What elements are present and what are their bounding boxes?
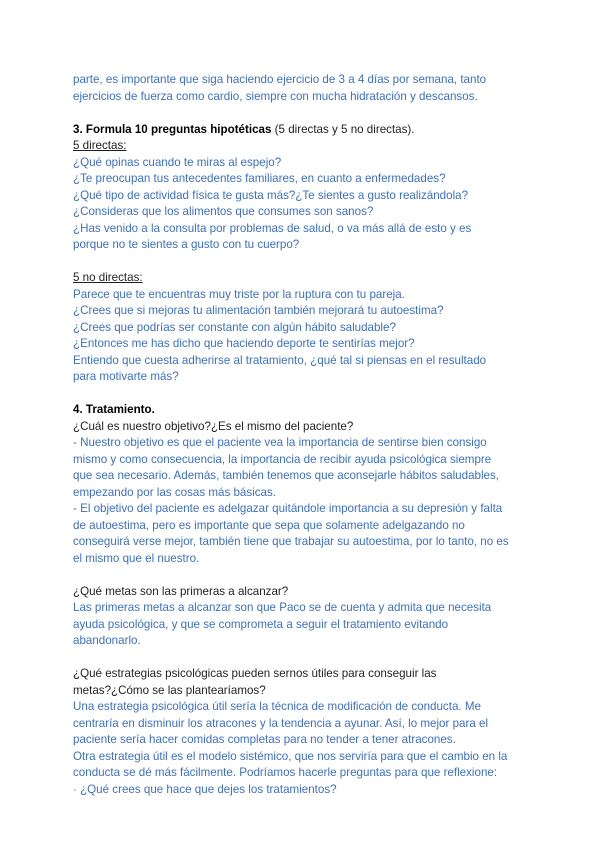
answer-goals — [73, 600, 531, 650]
answer-line: conseguirá verse mejor, también tiene que trabajar su autoestima, por lo tanto, no es — [73, 535, 509, 548]
text-line: ejercicios de fuerza como cardio, siempre con mucha hidratación y descansos. — [73, 89, 478, 103]
answer-line: que sea necesario. Además, también tenemos que aconsejarle hábitos saludables, — [73, 469, 500, 482]
question-strategies — [73, 666, 531, 699]
question-line: porque no te sientes a gusto con tu cuerpo? — [73, 238, 300, 251]
answer-line: · ¿Qué crees que hace que dejes los tratamientos? — [73, 782, 337, 796]
question-line: ¿Crees que si mejoras tu alimentación también mejorará tu autoestima? — [73, 304, 444, 317]
question-line: Parece que te encuentras muy triste por la ruptura con tu pareja. — [73, 287, 405, 301]
text-line: parte, es importante que siga haciendo ejercicio de 3 a 4 días por semana, tanto — [73, 73, 487, 86]
question-line: metas?¿Cómo se las plantearíamos? — [73, 683, 266, 697]
answer-line: conducta se dé más fácilmente. Podríamos hacerle preguntas para que reflexione: — [73, 766, 498, 779]
section-4 — [73, 402, 531, 798]
answer-line: Una estrategia psicológica útil sería la técnica de modificación de conducta. Me — [73, 700, 481, 713]
question-objective: ¿Cuál es nuestro objetivo?¿Es el mismo del paciente? — [73, 419, 354, 433]
section-3-title: 3. Formula 10 preguntas hipotéticas — [73, 122, 272, 136]
question-line: ¿Entonces me has dicho que haciendo deporte te sentirías mejor? — [73, 337, 415, 350]
answer-line: - El objetivo del paciente es adelgazar quitándole importancia a su depresión y falta — [73, 502, 503, 515]
indirect-questions-label: 5 no directas: — [73, 271, 143, 284]
answer-line: ayuda psicológica, y que se comprometa a seguir el tratamiento evitando — [73, 617, 449, 631]
answer-line: centraría en disminuir los atracones y la tendencia a ayunar. Así, lo mejor para el — [73, 716, 489, 730]
question-line: ¿Crees que podrías ser constante con algún hábito saludable? — [73, 320, 396, 334]
question-line: Entiendo que cuesta adherirse al tratamiento, ¿qué tal si piensas en el resultado — [73, 353, 487, 367]
question-goals: ¿Qué metas son las primeras a alcanzar? — [73, 584, 289, 598]
intro-paragraph — [73, 72, 531, 105]
question-line: ¿Te preocupan tus antecedentes familiares, en cuanto a enfermedades? — [73, 172, 446, 185]
direct-questions-list — [73, 155, 531, 254]
indirect-questions-list — [73, 287, 531, 386]
question-line: ¿Consideras que los alimentos que consumes son sanos? — [73, 205, 374, 218]
direct-questions-label: 5 directas: — [73, 139, 127, 152]
answer-line: Las primeras metas a alcanzar son que Paco se de cuenta y admita que necesita — [73, 601, 492, 614]
answer-line: abandonarlo. — [73, 634, 141, 647]
answer-line: el mismo que el nuestro. — [73, 551, 200, 565]
answer-line: - Nuestro objetivo es que el paciente vea la importancia de sentirse bien consigo — [73, 436, 487, 449]
answer-line: paciente sería hacer comidas completas para no tender a tener atracones. — [73, 733, 456, 746]
answer-line: empezando por las cosas más básicas. — [73, 485, 276, 499]
answer-objective — [73, 435, 531, 567]
section-3-heading — [73, 122, 531, 139]
section-3 — [73, 122, 531, 386]
question-line: ¿Qué tipo de actividad física te gusta más?¿Te sientes a gusto realizándola? — [73, 188, 469, 202]
section-4-heading — [73, 402, 531, 419]
document-body — [73, 72, 531, 798]
question-line: ¿Qué opinas cuando te miras al espejo? — [73, 155, 282, 169]
answer-line: de autoestima, pero es importante que sepa que solamente adelgazando no — [73, 518, 465, 532]
section-3-note: (5 directas y 5 no directas). — [271, 122, 415, 136]
section-4-title: 4. Tratamiento. — [73, 403, 155, 416]
answer-line: Otra estrategia útil es el modelo sistémico, que nos serviría para que el cambio en la — [73, 749, 508, 763]
question-line: ¿Qué estrategias psicológicas pueden sernos útiles para conseguir las — [73, 667, 437, 680]
answer-strategies — [73, 699, 531, 798]
question-line: ¿Has venido a la consulta por problemas de salud, o va más allá de esto y es — [73, 221, 472, 235]
answer-line: mismo y como consecuencia, la importancia de recibir ayuda psicológica siempre — [73, 452, 492, 466]
question-line: para motivarte más? — [73, 370, 179, 383]
